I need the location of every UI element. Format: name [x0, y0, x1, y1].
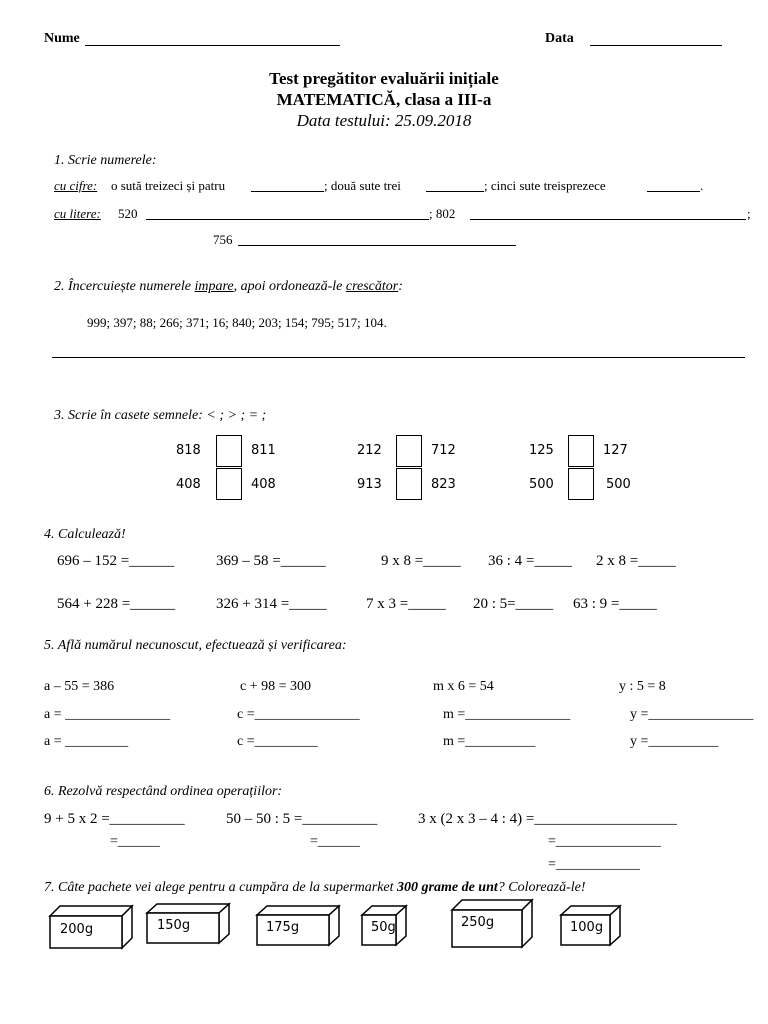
calc-1-4[interactable]: 36 : 4 =_____	[488, 553, 572, 569]
package-250g-label: 250g	[461, 915, 495, 930]
cifre-end: .	[700, 178, 704, 193]
calc-2-3[interactable]: 7 x 3 =_____	[366, 596, 446, 612]
calc-2-4[interactable]: 20 : 5=_____	[473, 596, 554, 612]
sol-m-1[interactable]: m =_______________	[443, 707, 571, 722]
cifre-label: cu cifre:	[54, 178, 98, 193]
cmp6-b: 500	[606, 477, 631, 492]
ex5-title: 5. Află numărul necunoscut, efectuează și verificarea:	[44, 638, 347, 653]
test-date: Data testului: 25.09.2018	[296, 111, 472, 130]
ex2-numbers: 999; 397; 88; 266; 371; 16; 840; 203; 154; 795; 517; 104.	[87, 315, 387, 330]
n802-end: ;	[747, 206, 751, 221]
order-sub-1[interactable]: =______	[110, 834, 160, 849]
eq-m: m x 6 = 54	[433, 679, 494, 694]
eq-c: c + 98 = 300	[240, 679, 312, 694]
sol-y-2[interactable]: y =__________	[630, 734, 719, 749]
sol-a-1[interactable]: a = _______________	[44, 707, 171, 722]
n802: ; 802	[429, 206, 456, 221]
ex1-title: 1. Scrie numerele:	[54, 153, 157, 168]
cmp4-b: 408	[251, 477, 276, 492]
order-expr-1[interactable]: 9 + 5 x 2 =__________	[44, 811, 185, 827]
n520: 520	[118, 206, 138, 221]
cmp1-b: 811	[251, 443, 276, 458]
cmp5-a: 913	[357, 477, 382, 492]
ex4-title: 4. Calculează!	[44, 527, 126, 542]
cmp6-a: 500	[529, 477, 554, 492]
sol-c-2[interactable]: c =_________	[237, 734, 318, 749]
eq-y: y : 5 = 8	[619, 679, 666, 694]
sol-a-2[interactable]: a = _________	[44, 734, 129, 749]
order-expr-2[interactable]: 50 – 50 : 5 =__________	[226, 811, 378, 827]
calc-2-5[interactable]: 63 : 9 =_____	[573, 596, 657, 612]
package-150g-label: 150g	[157, 918, 191, 933]
cmp2-b: 712	[431, 443, 456, 458]
ex7-title: 7. Câte pachete vei alege pentru a cumpăra de la supermarket 300 grame de unt? Colorează-le!	[44, 880, 586, 895]
litere-label: cu litere:	[54, 206, 101, 221]
package-200g-label: 200g	[60, 922, 94, 937]
ex2-title: 2. Încercuiește numerele impare, apoi ordonează-le crescător:	[54, 279, 403, 294]
n756: 756	[213, 232, 233, 247]
sol-m-2[interactable]: m =__________	[443, 734, 536, 749]
cmp1-a: 818	[176, 443, 201, 458]
calc-1-5[interactable]: 2 x 8 =_____	[596, 553, 676, 569]
cifre-1: o sută treizeci și patru	[111, 178, 226, 193]
cmp3-b: 127	[603, 443, 628, 458]
calc-1-3[interactable]: 9 x 8 =_____	[381, 553, 461, 569]
title-line2: MATEMATICĂ, clasa a III-a	[276, 90, 492, 109]
cmp3-a: 125	[529, 443, 554, 458]
name-label: Nume	[44, 31, 80, 46]
title-line1: Test pregătitor evaluării inițiale	[269, 69, 499, 88]
ex6-title: 6. Rezolvă respectând ordinea operațiilor:	[44, 784, 283, 799]
date-label: Data	[545, 31, 574, 46]
order-sub-3b[interactable]: =____________	[548, 857, 640, 872]
calc-1-2[interactable]: 369 – 58 =______	[216, 553, 326, 569]
calc-2-1[interactable]: 564 + 228 =______	[57, 596, 176, 612]
package-50g-label: 50g	[371, 920, 396, 935]
package-100g-label: 100g	[570, 920, 604, 935]
sol-c-1[interactable]: c =_______________	[237, 707, 360, 722]
eq-a: a – 55 = 386	[44, 679, 115, 694]
order-expr-3[interactable]: 3 x (2 x 3 – 4 : 4) =___________________	[418, 811, 677, 827]
cifre-2: ; două sute trei	[324, 178, 401, 193]
cmp2-a: 212	[357, 443, 382, 458]
sol-y-1[interactable]: y =_______________	[630, 707, 754, 722]
order-sub-2[interactable]: =______	[310, 834, 360, 849]
package-175g-label: 175g	[266, 920, 300, 935]
ex3-title: 3. Scrie în casete semnele: < ; > ; = ;	[54, 408, 267, 423]
order-sub-3a[interactable]: =_______________	[548, 834, 661, 849]
calc-2-2[interactable]: 326 + 314 =_____	[216, 596, 327, 612]
cmp5-b: 823	[431, 477, 456, 492]
calc-1-1[interactable]: 696 – 152 =______	[57, 553, 175, 569]
cmp4-a: 408	[176, 477, 201, 492]
cifre-3: ; cinci sute treisprezece	[484, 178, 606, 193]
